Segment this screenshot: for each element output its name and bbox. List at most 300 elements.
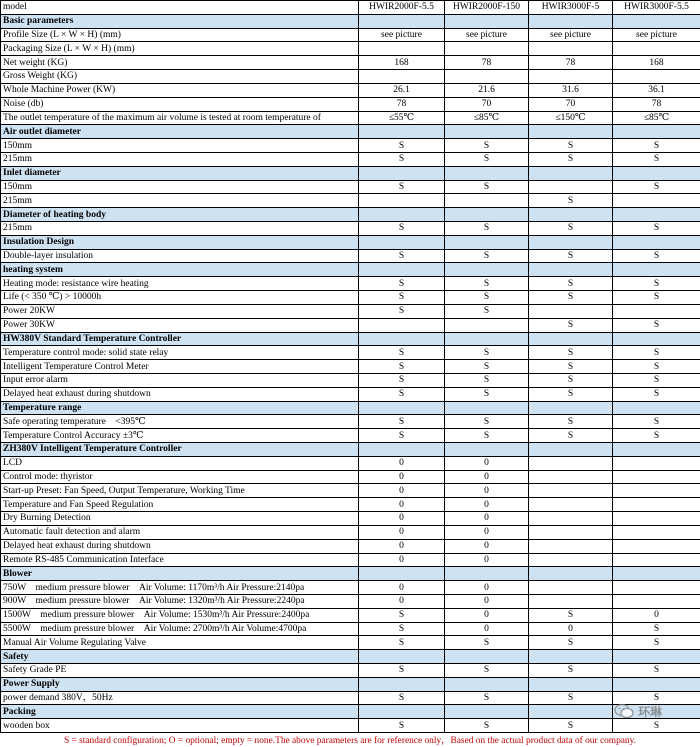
section-header-row: [1, 235, 700, 249]
row-label: 215mm: [1, 194, 359, 208]
value-cell: S: [613, 318, 700, 332]
value-cell: 70: [445, 97, 529, 111]
row-label: Temperature control mode: solid state relay: [1, 346, 359, 360]
value-cell: 70: [529, 97, 613, 111]
value-cell: [529, 70, 613, 84]
value-cell: see picture: [359, 28, 445, 42]
value-cell: [613, 70, 700, 84]
value-cell: S: [359, 180, 445, 194]
footnote: S = standard configuration; O = optional; empty = none.The above parameters are for reference only，Based on the actual product data of our company.: [63, 736, 637, 746]
value-cell: 36.1: [613, 83, 700, 97]
spec-table-body: [1, 1, 700, 733]
section-filler-cell: [613, 14, 700, 28]
value-cell: S: [613, 387, 700, 401]
value-cell: [359, 70, 445, 84]
value-cell: S: [529, 360, 613, 374]
row-label: Input error alarm: [1, 373, 359, 387]
section-filler-cell: [359, 166, 445, 180]
value-cell: 0: [445, 498, 529, 512]
section-filler-cell: [529, 705, 613, 719]
value-cell: S: [359, 636, 445, 650]
value-cell: S: [445, 691, 529, 705]
row-label: Noise (db): [1, 97, 359, 111]
section-filler-cell: [359, 443, 445, 457]
value-cell: S: [529, 152, 613, 166]
section-filler-cell: [359, 235, 445, 249]
value-cell: S: [529, 691, 613, 705]
value-cell: S: [613, 222, 700, 236]
value-cell: S: [445, 373, 529, 387]
section-header-row: [1, 14, 700, 28]
table-row: [1, 291, 700, 305]
value-cell: [529, 456, 613, 470]
section-title: ZH380V Intelligent Temperature Controller: [1, 443, 359, 457]
value-cell: S: [529, 291, 613, 305]
value-cell: S: [613, 691, 700, 705]
table-row: [1, 360, 700, 374]
value-cell: [445, 194, 529, 208]
value-cell: [529, 581, 613, 595]
header-model-2: HWIR2000F-150: [445, 1, 529, 15]
header-model-4: HWIR3000F-5.5: [613, 1, 700, 15]
value-cell: ≤55℃: [359, 111, 445, 125]
value-cell: S: [359, 291, 445, 305]
value-cell: S: [359, 373, 445, 387]
section-filler-cell: [445, 125, 529, 139]
row-label: Power 20KW: [1, 304, 359, 318]
value-cell: S: [359, 346, 445, 360]
value-cell: [445, 318, 529, 332]
value-cell: 168: [613, 56, 700, 70]
row-label: Double-layer insulation: [1, 249, 359, 263]
value-cell: [613, 42, 700, 56]
value-cell: S: [445, 291, 529, 305]
value-cell: S: [613, 415, 700, 429]
table-row: [1, 56, 700, 70]
table-row: [1, 249, 700, 263]
section-filler-cell: [359, 650, 445, 664]
table-row: [1, 28, 700, 42]
value-cell: S: [613, 277, 700, 291]
table-row: [1, 180, 700, 194]
section-filler-cell: [359, 125, 445, 139]
section-header-row: [1, 677, 700, 691]
table-row: [1, 277, 700, 291]
value-cell: 0: [359, 456, 445, 470]
section-filler-cell: [445, 705, 529, 719]
section-filler-cell: [529, 208, 613, 222]
section-header-row: [1, 567, 700, 581]
value-cell: 78: [613, 97, 700, 111]
value-cell: 0: [445, 622, 529, 636]
section-filler-cell: [529, 125, 613, 139]
value-cell: S: [359, 360, 445, 374]
value-cell: S: [359, 719, 445, 733]
section-filler-cell: [359, 332, 445, 346]
value-cell: S: [613, 429, 700, 443]
table-row: [1, 594, 700, 608]
value-cell: S: [445, 719, 529, 733]
value-cell: S: [359, 139, 445, 153]
row-label: Safety Grade PE: [1, 664, 359, 678]
section-title: Basic parameters: [1, 14, 359, 28]
table-row: [1, 470, 700, 484]
section-header-row: [1, 705, 700, 719]
table-row: [1, 304, 700, 318]
value-cell: S: [359, 429, 445, 443]
value-cell: [529, 594, 613, 608]
value-cell: S: [445, 346, 529, 360]
value-cell: S: [613, 719, 700, 733]
section-title: Temperature range: [1, 401, 359, 415]
value-cell: S: [445, 139, 529, 153]
row-label: Net weight (KG): [1, 56, 359, 70]
value-cell: 0: [445, 525, 529, 539]
row-label: 215mm: [1, 222, 359, 236]
value-cell: ≤85℃: [613, 111, 700, 125]
value-cell: [613, 525, 700, 539]
row-label: Remote RS-485 Communication Interface: [1, 553, 359, 567]
value-cell: 78: [359, 97, 445, 111]
table-row: [1, 83, 700, 97]
value-cell: 21.6: [445, 83, 529, 97]
value-cell: S: [529, 139, 613, 153]
value-cell: 78: [529, 56, 613, 70]
value-cell: S: [613, 360, 700, 374]
wechat-icon: [614, 703, 634, 719]
row-label: Gross Weight (KG): [1, 70, 359, 84]
value-cell: S: [359, 415, 445, 429]
value-cell: 0: [445, 470, 529, 484]
row-label: Whole Machine Power (KW): [1, 83, 359, 97]
value-cell: 0: [529, 622, 613, 636]
row-label: 750W medium pressure blower Air Volume: 1170m³/h Air Pressure:2140pa: [1, 581, 359, 595]
value-cell: ≤150℃: [529, 111, 613, 125]
row-label: Temperature and Fan Speed Regulation: [1, 498, 359, 512]
section-header-row: [1, 125, 700, 139]
value-cell: S: [529, 415, 613, 429]
value-cell: [613, 470, 700, 484]
row-label: Heating mode: resistance wire heating: [1, 277, 359, 291]
row-label: Power 30KW: [1, 318, 359, 332]
row-label: Life (< 350 ℃) > 10000h: [1, 291, 359, 305]
value-cell: 78: [445, 56, 529, 70]
section-title: Safety: [1, 650, 359, 664]
value-cell: 0: [445, 553, 529, 567]
value-cell: 0: [445, 581, 529, 595]
value-cell: see picture: [445, 28, 529, 42]
section-header-row: [1, 263, 700, 277]
value-cell: 0: [359, 525, 445, 539]
value-cell: S: [613, 373, 700, 387]
section-title: heating system: [1, 263, 359, 277]
value-cell: [529, 42, 613, 56]
section-header-row: [1, 401, 700, 415]
row-label: 900W medium pressure blower Air Volume: 1320m³/h Air Pressure:2240pa: [1, 594, 359, 608]
row-label: 215mm: [1, 152, 359, 166]
section-filler-cell: [445, 443, 529, 457]
section-title: Inlet diameter: [1, 166, 359, 180]
value-cell: S: [613, 346, 700, 360]
value-cell: S: [445, 277, 529, 291]
value-cell: S: [613, 152, 700, 166]
value-cell: [613, 456, 700, 470]
section-filler-cell: [529, 235, 613, 249]
section-filler-cell: [445, 14, 529, 28]
table-row: [1, 525, 700, 539]
value-cell: S: [445, 304, 529, 318]
value-cell: S: [359, 387, 445, 401]
section-filler-cell: [529, 567, 613, 581]
value-cell: S: [359, 691, 445, 705]
value-cell: 0: [445, 484, 529, 498]
table-row: [1, 139, 700, 153]
section-filler-cell: [445, 567, 529, 581]
table-row: [1, 194, 700, 208]
value-cell: S: [445, 249, 529, 263]
value-cell: [613, 581, 700, 595]
row-label: Start-up Preset: Fan Speed, Output Temperature, Working Time: [1, 484, 359, 498]
value-cell: [529, 512, 613, 526]
value-cell: S: [359, 249, 445, 263]
section-filler-cell: [529, 677, 613, 691]
row-label: 1500W medium pressure blower Air Volume: 1530m³/h Air Pressure:2400pa: [1, 608, 359, 622]
table-row: [1, 415, 700, 429]
section-filler-cell: [613, 208, 700, 222]
section-filler-cell: [445, 235, 529, 249]
section-title: Power Supply: [1, 677, 359, 691]
value-cell: S: [445, 222, 529, 236]
value-cell: S: [445, 180, 529, 194]
value-cell: 0: [445, 539, 529, 553]
section-filler-cell: [359, 208, 445, 222]
value-cell: [445, 42, 529, 56]
value-cell: 168: [359, 56, 445, 70]
value-cell: [613, 484, 700, 498]
value-cell: S: [359, 664, 445, 678]
value-cell: [529, 304, 613, 318]
table-row: [1, 691, 700, 705]
row-label: power demand 380V，50Hz: [1, 691, 359, 705]
value-cell: 0: [359, 512, 445, 526]
value-cell: S: [359, 304, 445, 318]
section-filler-cell: [613, 443, 700, 457]
watermark: [614, 702, 684, 720]
section-filler-cell: [613, 125, 700, 139]
value-cell: 31.6: [529, 83, 613, 97]
value-cell: S: [445, 429, 529, 443]
value-cell: S: [529, 318, 613, 332]
table-row: [1, 498, 700, 512]
value-cell: see picture: [529, 28, 613, 42]
value-cell: [613, 594, 700, 608]
section-filler-cell: [613, 567, 700, 581]
section-filler-cell: [529, 166, 613, 180]
table-row: [1, 539, 700, 553]
section-header-row: [1, 166, 700, 180]
section-filler-cell: [529, 14, 613, 28]
section-filler-cell: [445, 332, 529, 346]
value-cell: ≤85℃: [445, 111, 529, 125]
value-cell: 0: [445, 512, 529, 526]
section-title: Blower: [1, 567, 359, 581]
table-row: [1, 512, 700, 526]
value-cell: 0: [359, 498, 445, 512]
value-cell: [613, 304, 700, 318]
table-row: [1, 608, 700, 622]
section-title: HW380V Standard Temperature Controller: [1, 332, 359, 346]
section-filler-cell: [613, 166, 700, 180]
value-cell: S: [529, 636, 613, 650]
value-cell: S: [529, 387, 613, 401]
table-row: [1, 111, 700, 125]
header-model-3: HWIR3000F-5: [529, 1, 613, 15]
section-filler-cell: [359, 401, 445, 415]
table-row: [1, 581, 700, 595]
value-cell: S: [445, 415, 529, 429]
value-cell: 0: [445, 594, 529, 608]
section-filler-cell: [529, 332, 613, 346]
value-cell: 0: [359, 484, 445, 498]
section-filler-cell: [529, 650, 613, 664]
section-header-row: [1, 208, 700, 222]
header-model-label: model: [1, 1, 359, 15]
table-row: [1, 622, 700, 636]
section-filler-cell: [445, 650, 529, 664]
value-cell: [613, 194, 700, 208]
value-cell: 0: [445, 456, 529, 470]
table-row: [1, 42, 700, 56]
section-title: Insulation Design: [1, 235, 359, 249]
row-label: 150mm: [1, 139, 359, 153]
section-filler-cell: [359, 705, 445, 719]
value-cell: S: [359, 608, 445, 622]
section-filler-cell: [529, 263, 613, 277]
value-cell: [613, 553, 700, 567]
table-row: [1, 70, 700, 84]
table-row: [1, 346, 700, 360]
value-cell: [359, 318, 445, 332]
table-row: [1, 222, 700, 236]
section-header-row: [1, 650, 700, 664]
section-filler-cell: [613, 235, 700, 249]
section-filler-cell: [613, 332, 700, 346]
value-cell: S: [445, 152, 529, 166]
section-filler-cell: [529, 443, 613, 457]
table-row: [1, 553, 700, 567]
row-label: Delayed heat exhaust during shutdown: [1, 539, 359, 553]
value-cell: S: [529, 249, 613, 263]
value-cell: [529, 470, 613, 484]
value-cell: 0: [359, 553, 445, 567]
value-cell: see picture: [613, 28, 700, 42]
value-cell: S: [613, 139, 700, 153]
value-cell: [529, 525, 613, 539]
value-cell: [529, 553, 613, 567]
row-label: Delayed heat exhaust during shutdown: [1, 387, 359, 401]
value-cell: S: [359, 152, 445, 166]
value-cell: S: [613, 636, 700, 650]
value-cell: [529, 180, 613, 194]
section-filler-cell: [445, 401, 529, 415]
section-title: Air outlet diameter: [1, 125, 359, 139]
row-label: wooden box: [1, 719, 359, 733]
value-cell: 0: [359, 470, 445, 484]
section-title: Packing: [1, 705, 359, 719]
row-label: 5500W medium pressure blower Air Volume: 2700m³/h Air Volume:4700pa: [1, 622, 359, 636]
section-filler-cell: [529, 401, 613, 415]
row-label: Dry Burning Detection: [1, 512, 359, 526]
header-model-1: HWIR2000F-5.5: [359, 1, 445, 15]
value-cell: S: [529, 429, 613, 443]
section-filler-cell: [445, 166, 529, 180]
value-cell: [529, 498, 613, 512]
value-cell: S: [529, 194, 613, 208]
section-filler-cell: [445, 263, 529, 277]
value-cell: S: [445, 636, 529, 650]
value-cell: [613, 498, 700, 512]
section-filler-cell: [445, 677, 529, 691]
value-cell: [359, 194, 445, 208]
value-cell: 0: [359, 581, 445, 595]
row-label: Safe operating temperature <395℃: [1, 415, 359, 429]
value-cell: S: [445, 664, 529, 678]
value-cell: S: [445, 387, 529, 401]
table-row: [1, 429, 700, 443]
row-label: LCD: [1, 456, 359, 470]
value-cell: S: [613, 249, 700, 263]
value-cell: S: [359, 277, 445, 291]
section-filler-cell: [613, 650, 700, 664]
value-cell: S: [529, 608, 613, 622]
value-cell: S: [529, 346, 613, 360]
row-label: The outlet temperature of the maximum air volume is tested at room temperature of: [1, 111, 359, 125]
section-title: Diameter of heating body: [1, 208, 359, 222]
value-cell: S: [445, 360, 529, 374]
value-cell: [529, 539, 613, 553]
row-label: Intelligent Temperature Control Meter: [1, 360, 359, 374]
table-row: [1, 719, 700, 733]
value-cell: [445, 70, 529, 84]
row-label: Profile Size (L × W × H) (mm): [1, 28, 359, 42]
value-cell: S: [613, 622, 700, 636]
section-filler-cell: [613, 677, 700, 691]
section-filler-cell: [445, 208, 529, 222]
value-cell: 26.1: [359, 83, 445, 97]
header-row: [1, 1, 700, 15]
table-row: [1, 456, 700, 470]
value-cell: S: [529, 222, 613, 236]
row-label: Automatic fault detection and alarm: [1, 525, 359, 539]
section-filler-cell: [359, 567, 445, 581]
value-cell: [613, 539, 700, 553]
table-row: [1, 97, 700, 111]
value-cell: S: [529, 719, 613, 733]
value-cell: 0: [613, 608, 700, 622]
table-row: [1, 373, 700, 387]
row-label: Temperature Control Accuracy ±3℃: [1, 429, 359, 443]
section-header-row: [1, 332, 700, 346]
section-filler-cell: [359, 677, 445, 691]
row-label: Packaging Size (L × W × H) (mm): [1, 42, 359, 56]
watermark-text: 环琳: [638, 704, 663, 719]
table-row: [1, 664, 700, 678]
value-cell: [613, 512, 700, 526]
table-row: [1, 152, 700, 166]
value-cell: S: [529, 373, 613, 387]
value-cell: S: [529, 277, 613, 291]
value-cell: 0: [359, 594, 445, 608]
